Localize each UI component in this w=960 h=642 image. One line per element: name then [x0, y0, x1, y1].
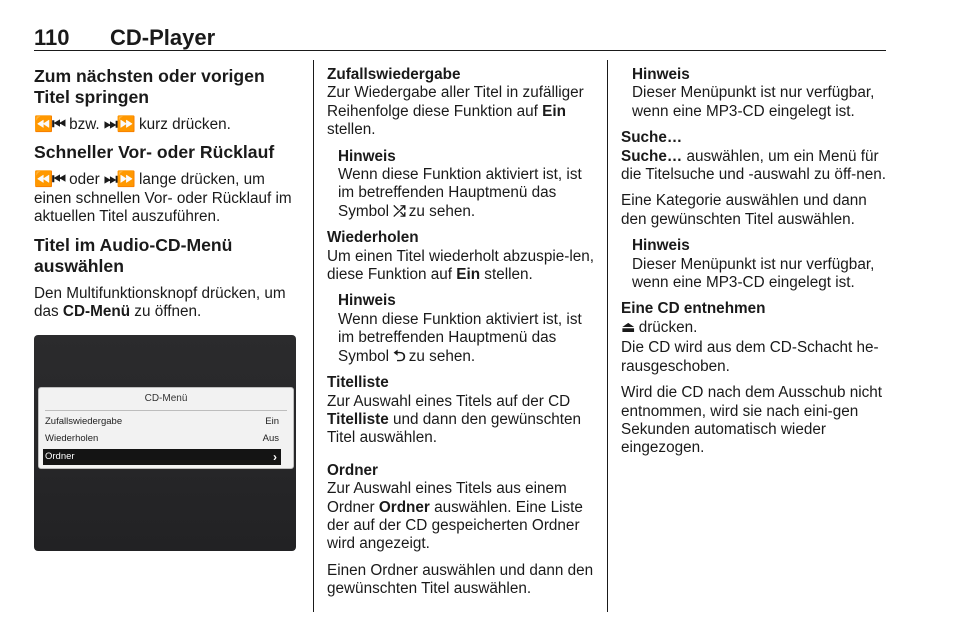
- column-3: [621, 66, 889, 466]
- text: Zur Auswahl eines Titels auf der CD: [327, 392, 571, 410]
- note-title: Hinweis: [632, 237, 690, 255]
- text: und dann den gewünschten Titel auswählen.: [327, 410, 582, 447]
- text: Wenn diese Funktion aktiviert ist, ist im betreffenden Hauptmenü das Symbol: [338, 310, 582, 365]
- text: Zur Wiedergabe aller Titel in zufälliger Reihenfolge diese Funktion auf: [327, 84, 584, 120]
- search-term: Suche…: [621, 147, 683, 165]
- text: Dieser Menüpunkt ist nur verfügbar, wenn eine MP3-CD eingelegt ist.: [632, 84, 875, 120]
- ein-term: Ein: [542, 102, 566, 120]
- menu-item-value: Aus: [262, 433, 279, 445]
- heading-seek: Schneller Vor- oder Rücklauf: [34, 142, 275, 163]
- menu-panel: [38, 387, 294, 469]
- search-paragraph-2: Eine Kategorie auswählen und dann den gewünschten Titel auswählen.: [621, 192, 867, 228]
- skip-paragraph: [34, 116, 302, 134]
- text: Um einen Titel wiederholt abzuspie-len, diese Funktion auf: [327, 247, 594, 284]
- text: zu öffnen.: [130, 303, 202, 321]
- heading-shuffle: Zufallswiedergabe: [327, 66, 461, 83]
- menu-paragraph: [34, 285, 302, 322]
- text: kurz drücken.: [134, 116, 231, 133]
- text: oder: [64, 171, 104, 189]
- text: Zur Auswahl eines Titels aus einem Ordner: [327, 480, 567, 516]
- text: stellen.: [480, 266, 533, 284]
- tracklist-term: Titelliste: [327, 410, 389, 428]
- next-forward-icon: ⏭⏩: [103, 171, 135, 189]
- repeat-icon: ⮌: [393, 347, 405, 365]
- text: drücken.: [634, 318, 698, 336]
- heading-eject: Eine CD entnehmen: [621, 300, 766, 318]
- ein-term: Ein: [456, 266, 481, 284]
- heading-menu: Titel im Audio-CD-Menü auswählen: [34, 234, 233, 276]
- menu-item-label: Wiederholen: [45, 433, 99, 445]
- eject-paragraph-3: Wird die CD nach dem Ausschub nicht entnommen, wird sie nach eini-gen Sekunden automatisch wieder eingezogen.: [621, 384, 883, 457]
- cd-menu-term: CD-Menü: [62, 303, 131, 321]
- text: zu sehen.: [404, 347, 476, 365]
- menu-item-repeat[interactable]: [43, 431, 281, 447]
- text: Den Multifunktionsknopf drücken, um das: [34, 284, 286, 321]
- page-header: [34, 26, 886, 50]
- note-shuffle: [338, 148, 595, 222]
- menu-title: CD-Menü: [144, 393, 188, 405]
- seek-paragraph: [34, 171, 302, 226]
- folder-term: Ordner: [378, 498, 430, 516]
- text: lange drücken, um einen schnellen Vor- oder Rücklauf im aktuellen Titel auszuführen.: [34, 171, 292, 226]
- cd-menu-screenshot: [34, 335, 296, 551]
- shuffle-paragraph: [327, 84, 595, 139]
- rewind-prev-icon: ⏪⏮: [34, 116, 65, 133]
- menu-item-label: Ordner: [45, 451, 75, 463]
- text: auswählen, um ein Menü für die Titelsuche und -auswahl zu öff-nen.: [621, 147, 887, 184]
- chevron-right-icon: ›: [273, 450, 277, 465]
- note-mp3-folder: [632, 66, 889, 121]
- column-1: [34, 66, 302, 551]
- menu-item-value: Ein: [265, 416, 279, 428]
- note-title: Hinweis: [338, 147, 396, 165]
- heading-folder: Ordner: [327, 461, 378, 479]
- tracklist-paragraph: [327, 393, 595, 448]
- column-divider-1: [313, 60, 314, 612]
- eject-icon: ⏏: [621, 318, 635, 336]
- page-number: 110: [34, 25, 70, 50]
- note-mp3-search: [632, 237, 889, 292]
- heading-skip: Zum nächsten oder vorigen Titel springen: [34, 66, 265, 107]
- menu-item-shuffle[interactable]: [43, 414, 281, 430]
- note-title: Hinweis: [338, 292, 396, 310]
- chapter-title: CD-Player: [110, 25, 216, 50]
- search-paragraph: [621, 148, 889, 185]
- text: bzw.: [64, 116, 104, 133]
- text: auswählen. Eine Liste der auf der CD gespeicherten Ordner wird angezeigt.: [327, 498, 583, 553]
- text: stellen.: [327, 121, 376, 139]
- eject-paragraph: [621, 319, 889, 337]
- menu-item-folder[interactable]: [43, 449, 281, 465]
- text: Wenn diese Funktion aktiviert ist, ist im betreffenden Hauptmenü das Symbol: [338, 166, 582, 220]
- menu-item-label: Zufallswiedergabe: [45, 416, 123, 428]
- eject-paragraph-2: Die CD wird aus dem CD-Schacht he-rausgeschoben.: [621, 339, 879, 375]
- heading-tracklist: Titelliste: [327, 374, 389, 392]
- text: Dieser Menüpunkt ist nur verfügbar, wenn eine MP3-CD eingelegt ist.: [632, 255, 875, 292]
- heading-repeat: Wiederholen: [327, 229, 419, 247]
- column-divider-2: [607, 60, 608, 612]
- text: zu sehen.: [404, 202, 476, 220]
- repeat-paragraph: [327, 248, 595, 285]
- note-title: Hinweis: [632, 66, 690, 83]
- next-forward-icon: ⏭⏩: [103, 116, 135, 133]
- note-repeat: [338, 292, 595, 366]
- header-rule: [34, 50, 886, 51]
- heading-search: Suche…: [621, 129, 683, 147]
- rewind-prev-icon: ⏪⏮: [34, 171, 65, 189]
- shuffle-icon: ⤮: [393, 202, 405, 220]
- column-2: [327, 66, 595, 607]
- menu-title-rule: [45, 410, 287, 411]
- folder-paragraph: [327, 480, 595, 554]
- folder-paragraph-2: Einen Ordner auswählen und dann den gewünschten Titel auswählen.: [327, 561, 594, 598]
